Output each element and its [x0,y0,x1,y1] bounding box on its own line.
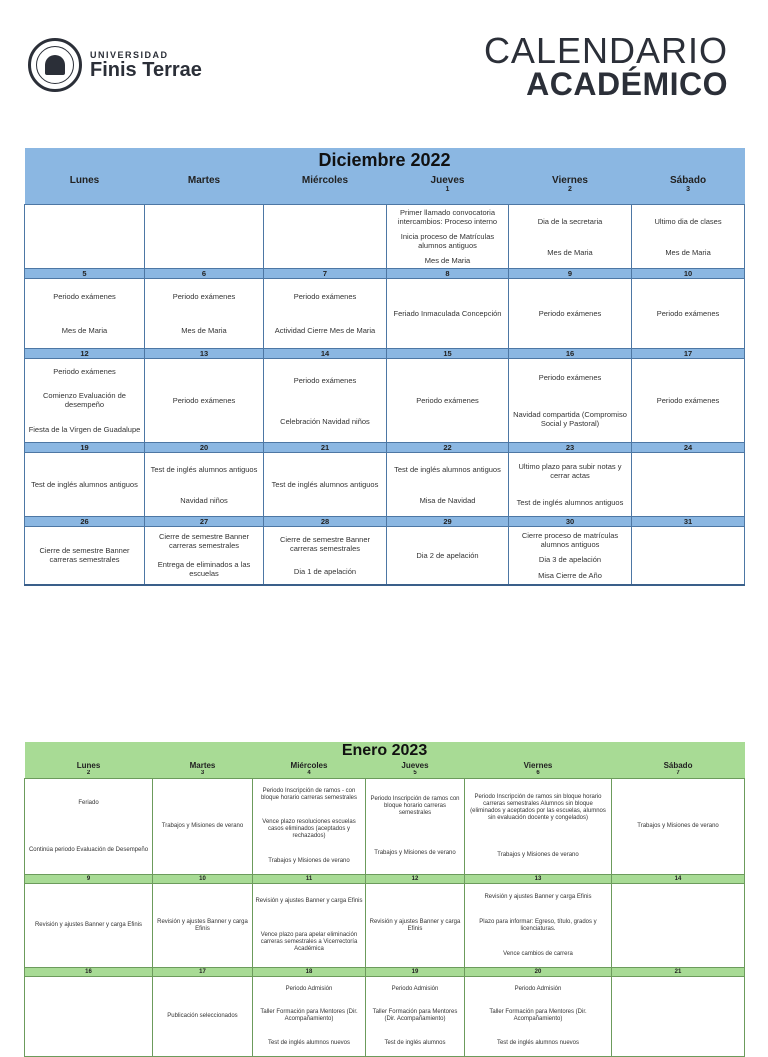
event-text: Inicia proceso de Matrículas alumnos antiguos [400,231,495,250]
date-number: 26 [25,517,145,527]
date-number: 14 [264,349,387,359]
date-number: 17 [153,968,253,977]
event-text: Periodo exámenes [53,367,116,377]
event-text: Periodo exámenes [293,292,357,301]
event-text: Cierre de semestre Banner carreras semestrales [279,534,371,553]
event-text: Cierre proceso de matrículas alumnos antiguos [521,530,619,549]
date-number: 12 [366,875,465,884]
empty-cell [145,585,264,606]
event-text: Mes de Maria [61,326,108,335]
event-text: Primer llamado convocatoria intercambios: Proceso interno [397,208,498,227]
event-text: Dia de la secretaria [537,216,603,226]
event-text: Mes de Maria [181,326,227,335]
day-header: Jueves [387,172,509,186]
day-cell [632,359,745,443]
day-cell [145,205,264,269]
event-text: Ultimo dia de clases [654,216,722,226]
day-header: Sábado [632,172,745,186]
day-cell [366,884,465,968]
event-text: Periodo Admisión [285,985,333,992]
day-cell [632,279,745,349]
day-cell [509,205,632,269]
date-number: 3 [153,770,253,779]
day-cell [25,527,145,585]
event-text: Dia 2 de apelación [416,550,479,560]
event-text: Publicación seleccionados [167,1013,238,1019]
date-number: 11 [253,875,366,884]
december-calendar [24,148,745,606]
day-cell [253,977,366,1057]
date-number: 5 [366,770,465,779]
event-text: Dia 1 de apelación [293,567,357,576]
event-text: Mes de Maria [547,247,593,257]
university-seal-icon [28,38,82,92]
day-cell [264,527,387,585]
logo-university-label: UNIVERSIDAD [90,50,169,60]
event-text: Trabajos y Misiones de verano [637,823,719,829]
event-text: Dia 3 de apelación [538,555,602,565]
event-text: Revisión y ajustes Banner y carga Efinis [484,893,592,900]
event-text: Navidad niños [180,495,228,505]
day-cell [25,884,153,968]
event-text: Continúa periodo Evaluación de Desempeño [28,846,149,853]
day-cell [25,359,145,443]
event-text: Test de inglés alumnos antiguos [394,464,501,474]
event-text: Taller Formación para Mentores (Dir. Acompañamiento) [260,1009,358,1023]
day-cell [509,359,632,443]
day-header: Sábado [612,760,745,770]
logo-university-name: Finis Terrae [90,59,202,81]
day-cell [509,453,632,517]
date-number: 19 [366,968,465,977]
event-text: Periodo Admisión [391,985,439,992]
date-number: 24 [632,443,745,453]
date-number: 2 [509,186,632,205]
date-number: 17 [632,349,745,359]
date-number: 12 [25,349,145,359]
event-text: Misa de Navidad [419,495,476,505]
event-text: Test de inglés alumnos nuevos [496,1040,580,1047]
event-text: Periodo exámenes [538,373,602,383]
day-cell [465,779,612,875]
date-number: 16 [509,349,632,359]
day-header: Miércoles [253,760,366,770]
date-number: 29 [387,517,509,527]
date-number: 21 [264,443,387,453]
day-cell [25,779,153,875]
date-number: 5 [25,269,145,279]
event-text: Ultimo plazo para subir notas y cerrar actas [518,462,622,481]
university-logo [28,38,202,92]
day-cell [264,279,387,349]
event-text: Periodo exámenes [172,292,236,301]
event-text: Celebración Navidad niños [280,416,370,426]
day-cell [264,359,387,443]
date-number: 9 [25,875,153,884]
day-header: Jueves [366,760,465,770]
date-number: 1 [387,186,509,205]
event-text: Trabajos y Misiones de verano [497,851,579,858]
day-cell [153,779,253,875]
event-text: Revisión y ajustes Banner y carga Efinis [34,922,143,928]
date-number: 16 [25,968,153,977]
january-calendar [24,742,745,1057]
date-number: 10 [632,269,745,279]
day-cell [145,453,264,517]
date-number [25,186,145,205]
event-text: Cierre de semestre Banner carreras semestrales [158,532,250,551]
empty-cell [25,585,145,606]
day-cell [612,779,745,875]
event-text: Periodo Inscripción de ramos - con bloque horario carreras semestrales [260,788,358,802]
empty-cell [264,585,387,606]
day-header: Martes [145,172,264,186]
event-text: Entrega de eliminados a las escuelas [157,560,251,579]
day-header: Lunes [25,172,145,186]
day-cell [25,205,145,269]
event-text: Periodo exámenes [172,396,236,405]
date-number: 13 [145,349,264,359]
day-cell [264,205,387,269]
date-number: 30 [509,517,632,527]
event-text: Trabajos y Misiones de verano [161,823,244,829]
event-text: Test de inglés alumnos antiguos [31,480,138,489]
day-cell [25,279,145,349]
day-cell [145,359,264,443]
day-header: Lunes [25,760,153,770]
day-cell [509,279,632,349]
event-text: Vence cambios de carrera [503,950,573,957]
event-text: Taller Formación para Mentores (Dir. Acompañamiento) [372,1009,458,1023]
day-header: Viernes [509,172,632,186]
event-text: Trabajos y Misiones de verano [374,850,456,856]
month-title: Enero 2023 [25,742,745,760]
event-text: Test de inglés alumnos nuevos [267,1040,351,1047]
date-number: 20 [465,968,612,977]
event-text: Cierre de semestre Banner carreras semestrales [39,546,130,565]
day-cell [366,977,465,1057]
event-text: Periodo Inscripción de ramos sin bloque horario carreras semestrales Alumnos sin bloque (eliminados y aceptados por las escuelas, alumnos sin evaluación docente y congelados) [470,794,606,822]
day-cell [465,977,612,1057]
empty-cell [632,585,745,606]
day-cell [387,279,509,349]
page-title-line2: ACADÉMICO [526,66,728,102]
date-number: 10 [153,875,253,884]
event-text: Feriado Inmaculada Concepción [393,309,502,318]
empty-cell [509,585,632,606]
empty-cell [387,585,509,606]
event-text: Feriado [78,799,99,806]
event-text: Trabajos y Misiones de verano [268,857,350,864]
event-text: Actividad Cierre Mes de Maria [274,326,376,335]
day-cell [465,884,612,968]
date-number: 28 [264,517,387,527]
day-cell [509,527,632,585]
event-text: Periodo Inscripción de ramos con bloque horario carreras semestrales [370,796,460,816]
event-text: Periodo exámenes [416,396,479,405]
day-cell [632,527,745,585]
event-text: Mes de Maria [665,247,711,257]
event-text: Comienzo Evaluación de desempeño [43,391,126,410]
day-cell [25,453,145,517]
date-number: 3 [632,186,745,205]
page-title-line1: CALENDARIO [483,30,728,71]
event-text: Periodo exámenes [538,309,602,318]
day-cell [366,779,465,875]
day-cell [387,205,509,269]
day-cell [253,779,366,875]
event-text: Periodo exámenes [656,309,720,318]
date-number: 18 [253,968,366,977]
date-number: 15 [387,349,509,359]
day-cell [612,884,745,968]
day-cell [387,453,509,517]
date-number: 21 [612,968,745,977]
date-number [145,186,264,205]
event-text: Periodo exámenes [293,375,357,385]
date-number: 31 [632,517,745,527]
date-number: 22 [387,443,509,453]
event-text: Periodo exámenes [53,292,116,301]
day-cell [253,884,366,968]
event-text: Vence plazo para apelar eliminación carreras semestrales a Vicerrectoría Académica [260,932,358,952]
date-number: 6 [465,770,612,779]
day-header: Miércoles [264,172,387,186]
event-text: Revisión y ajustes Banner y carga Efinis [255,898,363,904]
date-number: 2 [25,770,153,779]
date-number: 20 [145,443,264,453]
date-number: 4 [253,770,366,779]
day-cell [25,977,153,1057]
day-cell [264,453,387,517]
day-header: Viernes [465,760,612,770]
event-text: Revisión y ajustes Banner y carga Efinis [157,918,248,932]
event-text: Plazo para informar: Egreso, título, grados y licenciaturas. [479,918,597,932]
event-text: Misa Cierre de Año [538,570,602,580]
day-cell [632,205,745,269]
day-cell [387,359,509,443]
event-text: Mes de Maria [424,255,471,265]
date-number: 23 [509,443,632,453]
date-number: 9 [509,269,632,279]
date-number: 7 [612,770,745,779]
date-number: 7 [264,269,387,279]
date-number: 13 [465,875,612,884]
event-text: Periodo Admisión [514,985,562,992]
day-cell [612,977,745,1057]
day-cell [145,279,264,349]
date-number: 19 [25,443,145,453]
event-text: Test de inglés alumnos antiguos [516,497,624,507]
date-number [264,186,387,205]
event-text: Fiesta de la Virgen de Guadalupe [28,424,141,434]
day-cell [153,977,253,1057]
date-number: 6 [145,269,264,279]
date-number: 27 [145,517,264,527]
date-number: 14 [612,875,745,884]
event-text: Test de inglés alumnos [384,1040,446,1047]
day-header: Martes [153,760,253,770]
day-cell [387,527,509,585]
event-text: Revisión y ajustes Banner y carga Efinis [369,918,461,932]
event-text: Test de inglés alumnos antiguos [150,464,258,474]
event-text: Periodo exámenes [656,396,720,405]
day-cell [145,527,264,585]
day-cell [632,453,745,517]
event-text: Navidad compartida (Compromiso Social y Pastoral) [513,409,627,428]
day-cell [153,884,253,968]
date-number: 8 [387,269,509,279]
event-text: Vence plazo resoluciones escuelas casos eliminados (aceptados y rechazados) [262,819,356,840]
event-text: Test de inglés alumnos antiguos [271,480,379,489]
month-title: Diciembre 2022 [25,148,745,172]
event-text: Taller Formación para Mentores (Dir. Acompañamiento) [489,1009,587,1023]
